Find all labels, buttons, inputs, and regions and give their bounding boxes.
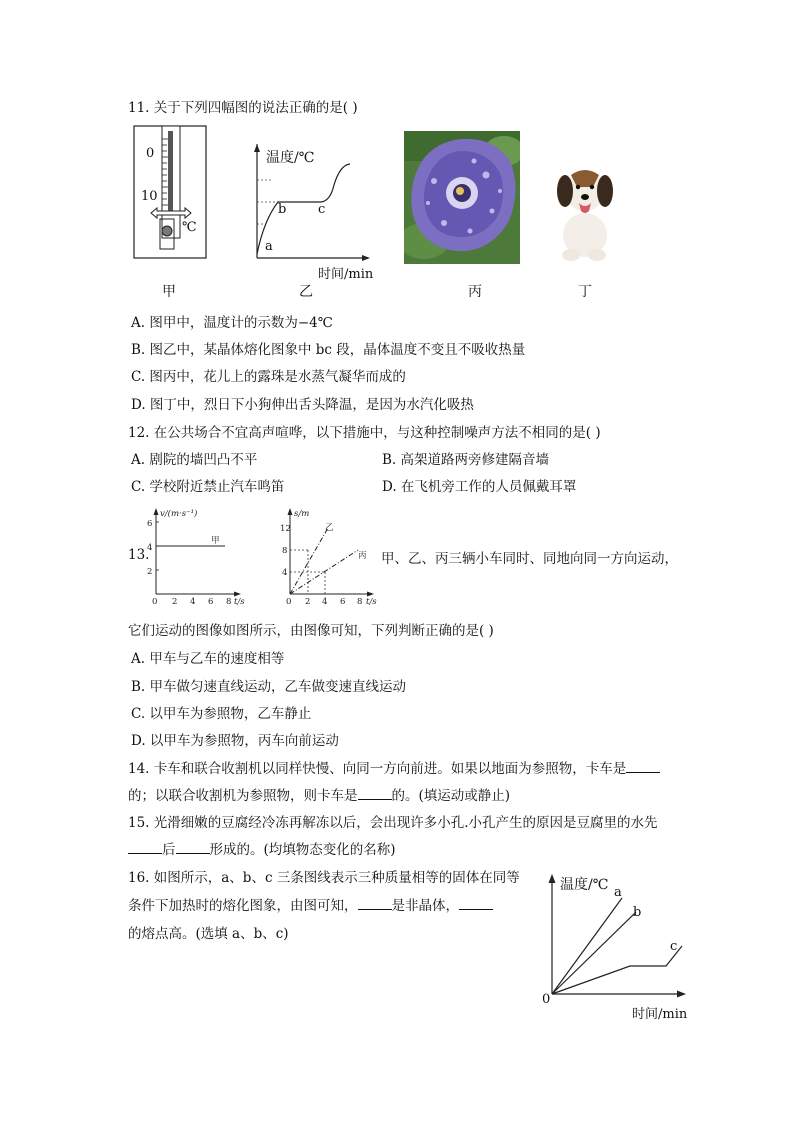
s-graph-series-bing: 丙 (358, 551, 367, 561)
v-graph-xtick-8: 8 (226, 597, 232, 606)
q14-blank-2[interactable] (358, 787, 392, 800)
caption-jia: 甲 (162, 284, 176, 300)
v-graph-xtick-4: 4 (190, 597, 196, 606)
q13-option-a: A. 甲车与乙车的速度相等 (131, 651, 285, 667)
v-graph-ylabel: v/(m·s⁻¹) (160, 509, 198, 519)
s-graph-xtick-6: 6 (340, 597, 346, 606)
q16-graph-label-c: c (670, 939, 678, 954)
yi-ylabel: 温度/℃ (266, 150, 315, 166)
distance-time-graph (280, 506, 380, 606)
caption-bing: 丙 (468, 284, 482, 300)
q16-line2 (128, 894, 493, 914)
yi-xlabel: 时间/min (318, 267, 374, 282)
v-graph-xtick-0: 0 (152, 597, 158, 606)
q12-option-b: B. 高架道路两旁修建隔音墙 (382, 452, 550, 468)
q13-stem-right: 甲、乙、丙三辆小车同时、同地向同一方向运动， (381, 551, 678, 567)
q16-part2a: 条件下加热时的熔化图象，由图可知， (128, 898, 358, 914)
q14-part3: 的。(填运动或静止) (391, 788, 511, 804)
q14-line2 (128, 784, 510, 804)
s-graph-xtick-4: 4 (322, 597, 328, 606)
q15-line2 (128, 838, 396, 858)
q13-stem-cont: 它们运动的图像如图所示，由图像可知，下列判断正确的是( ) (128, 623, 494, 639)
q16-blank-2[interactable] (459, 897, 493, 910)
v-graph-ytick-4: 4 (147, 543, 153, 553)
caption-ding: 丁 (578, 284, 592, 300)
q15-line1: 15. 光滑细嫩的豆腐经冷冻再解冻以后，会出现许多小孔.小孔产生的原因是豆腐里的水先 (128, 815, 658, 831)
s-graph-ytick-4: 4 (282, 568, 288, 578)
q13-option-d: D. 以甲车为参照物，丙车向前运动 (131, 733, 339, 749)
q14-line1 (128, 757, 660, 777)
v-graph-series-jia: 甲 (211, 536, 220, 546)
q14-part1: 14. 卡车和联合收割机以同样快慢、向同一方向前进。如果以地面为参照物，卡车是 (128, 761, 627, 777)
q15-blank-2[interactable] (176, 841, 210, 854)
yi-point-a: a (265, 239, 273, 254)
velocity-time-graph (145, 506, 245, 606)
q12-option-c: C. 学校附近禁止汽车鸣笛 (131, 479, 285, 495)
v-graph-ytick-2: 2 (147, 567, 153, 577)
yi-point-b: b (278, 202, 287, 217)
q16-blank-1[interactable] (358, 897, 392, 910)
q16-line3: 的熔点高。(选填 a、b、c) (128, 926, 289, 942)
v-graph-ytick-6: 6 (147, 519, 153, 529)
q16-line1: 16. 如图所示，a、b、c 三条图线表示三种质量相等的固体在同等 (128, 870, 520, 886)
q16-graph-ylabel: 温度/℃ (560, 877, 609, 893)
thermo-label-10: 10 (141, 189, 158, 204)
s-graph-xlabel: t/s (366, 597, 377, 606)
q13-option-b: B. 甲车做匀速直线运动，乙车做变速直线运动 (131, 679, 407, 695)
q12-option-d: D. 在飞机旁工作的人员佩戴耳罩 (382, 479, 577, 495)
q16-graph-origin: 0 (542, 992, 551, 1007)
s-graph-ytick-12: 12 (280, 524, 291, 534)
q16-graph-label-a: a (614, 885, 622, 900)
s-graph-xtick-8: 8 (357, 597, 363, 606)
q12-stem: 12. 在公共场合不宜高声喧哗，以下措施中，与这种控制噪声方法不相同的是( ) (128, 425, 601, 441)
q11-stem: 11. 关于下列四幅图的说法正确的是( ) (128, 100, 358, 116)
q14-blank-1[interactable] (626, 760, 660, 773)
v-graph-xtick-6: 6 (208, 597, 214, 606)
s-graph-series-yi: 乙 (325, 523, 334, 533)
puppy-photo (551, 163, 617, 263)
yi-point-c: c (318, 202, 326, 217)
q13-option-c: C. 以甲车为参照物，乙车静止 (131, 706, 312, 722)
s-graph-xtick-0: 0 (286, 597, 292, 606)
q11-option-b: B. 图乙中，某晶体熔化图象中 bc 段，晶体温度不变且不吸收热量 (131, 342, 526, 358)
q15-part3: 形成的。(均填物态变化的名称) (209, 842, 396, 858)
caption-yi: 乙 (299, 284, 313, 300)
q13-number: 13. (128, 547, 150, 563)
q11-option-a: A. 图甲中，温度计的示数为−4℃ (131, 315, 333, 331)
q11-option-c: C. 图丙中，花儿上的露珠是水蒸气凝华而成的 (131, 369, 406, 385)
q15-part2: 后 (162, 842, 176, 858)
thermo-label-0: 0 (146, 146, 155, 161)
q11-option-d: D. 图丁中，烈日下小狗伸出舌头降温，是因为水汽化吸热 (131, 397, 474, 413)
s-graph-ytick-8: 8 (282, 546, 288, 556)
q12-option-a: A. 剧院的墙凹凸不平 (131, 452, 258, 468)
s-graph-xtick-2: 2 (305, 597, 311, 606)
q15-blank-1[interactable] (128, 841, 162, 854)
q16-graph-label-b: b (633, 905, 642, 920)
morning-glory-photo (404, 131, 520, 264)
q16-graph-xlabel: 时间/min (632, 1007, 688, 1022)
q14-part2: 的；以联合收割机为参照物，则卡车是 (128, 788, 358, 804)
thermo-unit: ℃ (182, 220, 197, 235)
v-graph-xlabel: t/s (234, 597, 245, 606)
s-graph-ylabel: s/m (294, 509, 310, 519)
q16-part2b: 是非晶体， (391, 898, 459, 914)
v-graph-xtick-2: 2 (172, 597, 178, 606)
